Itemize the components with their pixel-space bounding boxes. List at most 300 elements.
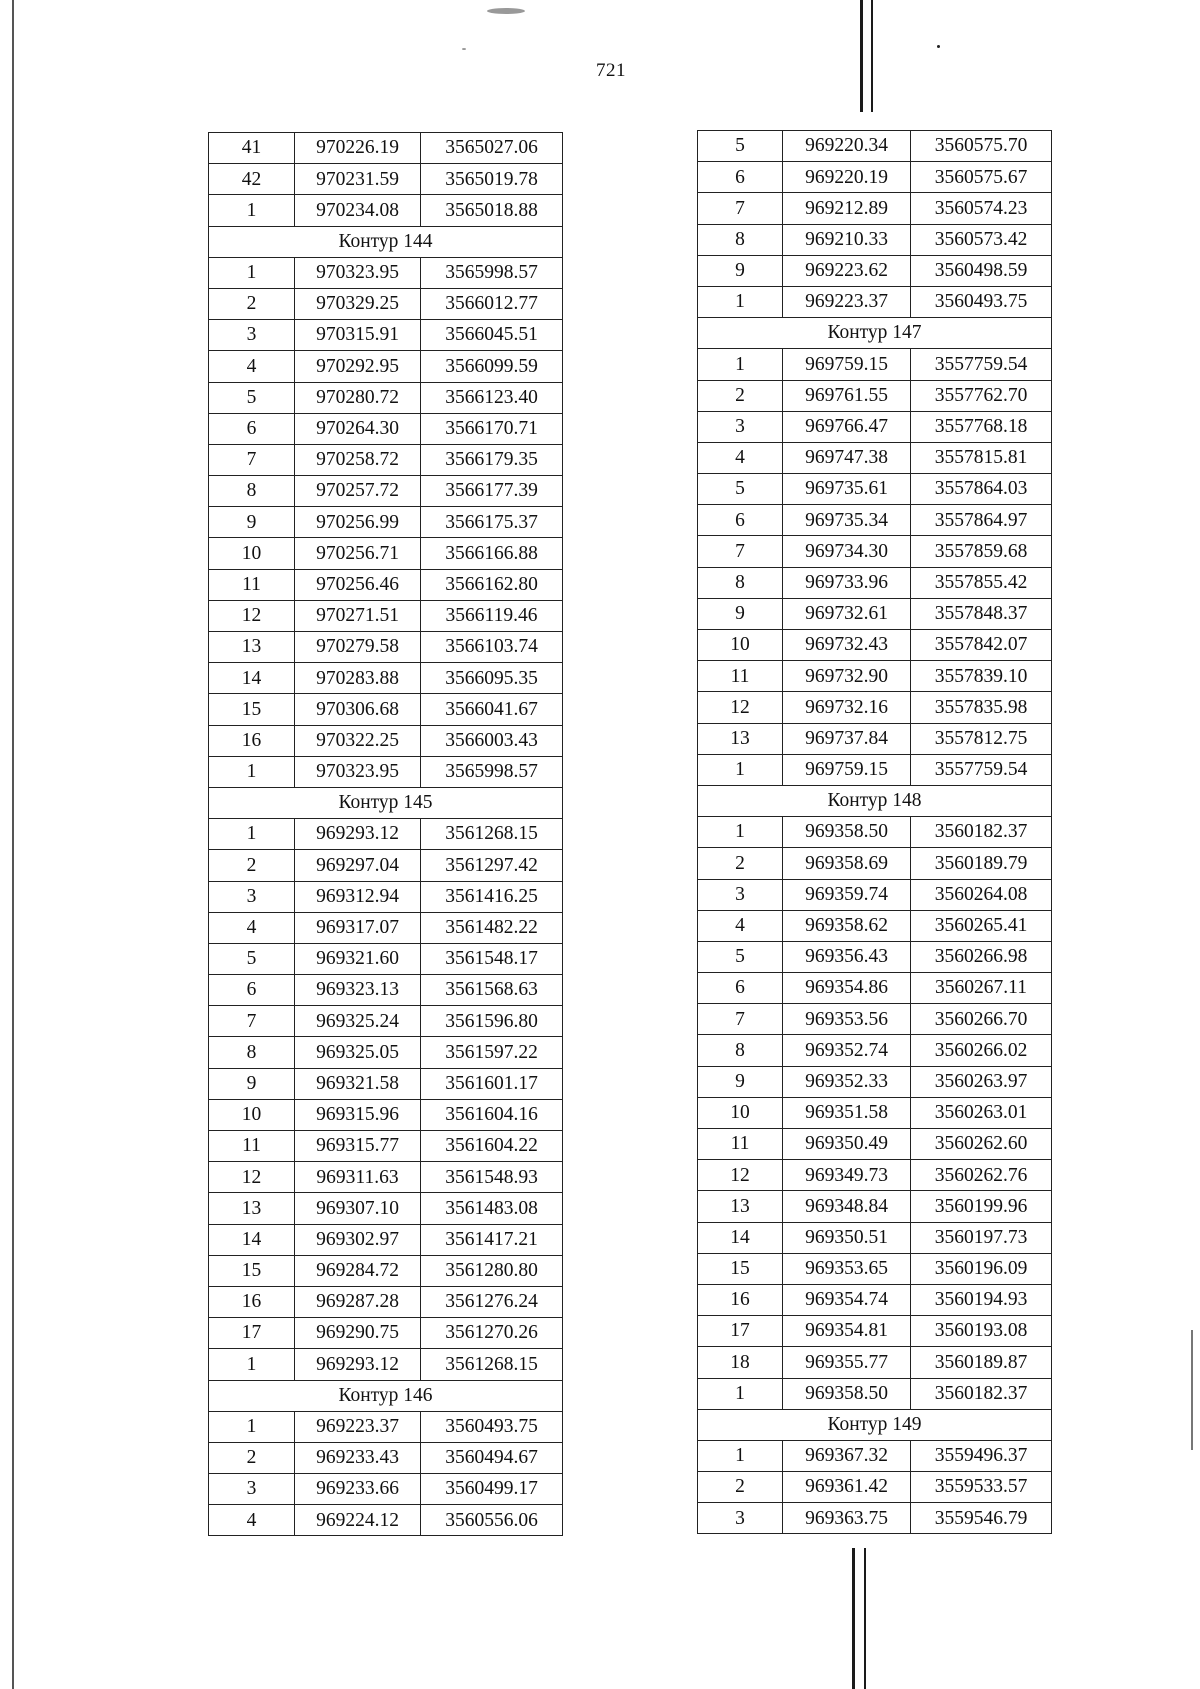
point-number: 11: [209, 1131, 295, 1162]
x-coordinate: 969317.07: [295, 912, 421, 943]
y-coordinate: 3560494.67: [421, 1442, 563, 1473]
table-row: [209, 663, 563, 694]
y-coordinate: 3557835.98: [911, 692, 1052, 723]
point-number: 3: [698, 879, 783, 910]
table-row: [209, 569, 563, 600]
y-coordinate: 3561596.80: [421, 1006, 563, 1037]
x-coordinate: 969737.84: [783, 723, 911, 754]
table-row: [698, 1160, 1052, 1191]
table-row: [698, 973, 1052, 1004]
x-coordinate: 969350.49: [783, 1129, 911, 1160]
point-number: 12: [209, 1162, 295, 1193]
point-number: 3: [698, 1503, 783, 1534]
point-number: 3: [209, 320, 295, 351]
table-row: [698, 754, 1052, 785]
point-number: 9: [209, 507, 295, 538]
point-number: 42: [209, 164, 295, 195]
point-number: 4: [209, 351, 295, 382]
x-coordinate: 969367.32: [783, 1440, 911, 1471]
x-coordinate: 969223.37: [783, 286, 911, 317]
x-coordinate: 969223.37: [295, 1411, 421, 1442]
table-row: [698, 1472, 1052, 1503]
table-row: [209, 382, 563, 413]
table-row: [698, 349, 1052, 380]
x-coordinate: 969321.58: [295, 1068, 421, 1099]
x-coordinate: 969315.96: [295, 1099, 421, 1130]
point-number: 1: [209, 756, 295, 787]
point-number: 13: [209, 632, 295, 663]
point-number: 18: [698, 1347, 783, 1378]
x-coordinate: 970323.95: [295, 257, 421, 288]
table-row: [698, 193, 1052, 224]
x-coordinate: 969220.34: [783, 131, 911, 162]
x-coordinate: 969354.86: [783, 973, 911, 1004]
point-number: 1: [209, 1411, 295, 1442]
y-coordinate: 3566003.43: [421, 725, 563, 756]
y-coordinate: 3560197.73: [911, 1222, 1052, 1253]
coordinates-table-left: [208, 132, 563, 1536]
y-coordinate: 3560265.41: [911, 910, 1052, 941]
y-coordinate: 3557848.37: [911, 598, 1052, 629]
y-coordinate: 3561268.15: [421, 819, 563, 850]
x-coordinate: 970256.99: [295, 507, 421, 538]
y-coordinate: 3560264.08: [911, 879, 1052, 910]
point-number: 10: [698, 1097, 783, 1128]
y-coordinate: 3566012.77: [421, 288, 563, 319]
x-coordinate: 969287.28: [295, 1286, 421, 1317]
x-coordinate: 969761.55: [783, 380, 911, 411]
scan-edge-line: [12, 0, 14, 1689]
x-coordinate: 970256.46: [295, 569, 421, 600]
table-row: [209, 413, 563, 444]
x-coordinate: 969293.12: [295, 819, 421, 850]
point-number: 5: [698, 941, 783, 972]
point-number: 4: [698, 442, 783, 473]
x-coordinate: 969290.75: [295, 1318, 421, 1349]
y-coordinate: 3561297.42: [421, 850, 563, 881]
y-coordinate: 3557768.18: [911, 411, 1052, 442]
y-coordinate: 3561548.93: [421, 1162, 563, 1193]
point-number: 12: [698, 1160, 783, 1191]
x-coordinate: 969233.66: [295, 1474, 421, 1505]
y-coordinate: 3557864.97: [911, 505, 1052, 536]
table-row: [698, 162, 1052, 193]
x-coordinate: 969732.90: [783, 661, 911, 692]
x-coordinate: 969353.56: [783, 1004, 911, 1035]
contour-header-row: [698, 318, 1052, 349]
x-coordinate: 969315.77: [295, 1131, 421, 1162]
y-coordinate: 3561601.17: [421, 1068, 563, 1099]
table-row: [209, 288, 563, 319]
table-row: [698, 567, 1052, 598]
point-number: 3: [209, 881, 295, 912]
point-number: 11: [698, 1129, 783, 1160]
x-coordinate: 969284.72: [295, 1255, 421, 1286]
table-row: [209, 133, 563, 164]
x-coordinate: 969358.50: [783, 817, 911, 848]
point-number: 9: [209, 1068, 295, 1099]
y-coordinate: 3557864.03: [911, 474, 1052, 505]
x-coordinate: 970256.71: [295, 538, 421, 569]
y-coordinate: 3559533.57: [911, 1472, 1052, 1503]
y-coordinate: 3560266.02: [911, 1035, 1052, 1066]
table-row: [209, 850, 563, 881]
x-coordinate: 969358.69: [783, 848, 911, 879]
x-coordinate: 970280.72: [295, 382, 421, 413]
y-coordinate: 3560263.97: [911, 1066, 1052, 1097]
y-coordinate: 3560266.98: [911, 941, 1052, 972]
y-coordinate: 3566170.71: [421, 413, 563, 444]
point-number: 10: [209, 1099, 295, 1130]
y-coordinate: 3560196.09: [911, 1253, 1052, 1284]
x-coordinate: 969358.50: [783, 1378, 911, 1409]
table-row: [209, 351, 563, 382]
y-coordinate: 3559546.79: [911, 1503, 1052, 1534]
y-coordinate: 3565019.78: [421, 164, 563, 195]
x-coordinate: 969732.43: [783, 630, 911, 661]
table-row: [698, 536, 1052, 567]
binding-line: [852, 1548, 855, 1689]
y-coordinate: 3560262.76: [911, 1160, 1052, 1191]
table-row: [209, 881, 563, 912]
table-row: [698, 131, 1052, 162]
table-row: [698, 1097, 1052, 1128]
table-row: [698, 380, 1052, 411]
table-row: [698, 1378, 1052, 1409]
point-number: 5: [209, 943, 295, 974]
scan-speck: [937, 45, 940, 48]
y-coordinate: 3565018.88: [421, 195, 563, 226]
contour-header-row: [209, 1380, 563, 1411]
point-number: 16: [698, 1284, 783, 1315]
y-coordinate: 3557815.81: [911, 442, 1052, 473]
table-row: [209, 320, 563, 351]
x-coordinate: 969210.33: [783, 224, 911, 255]
contour-header-row: [698, 785, 1052, 816]
point-number: 6: [698, 973, 783, 1004]
y-coordinate: 3560194.93: [911, 1284, 1052, 1315]
x-coordinate: 969348.84: [783, 1191, 911, 1222]
x-coordinate: 969350.51: [783, 1222, 911, 1253]
point-number: 4: [209, 912, 295, 943]
point-number: 13: [698, 1191, 783, 1222]
point-number: 8: [698, 567, 783, 598]
y-coordinate: 3560498.59: [911, 255, 1052, 286]
x-coordinate: 969734.30: [783, 536, 911, 567]
x-coordinate: 969321.60: [295, 943, 421, 974]
x-coordinate: 970283.88: [295, 663, 421, 694]
y-coordinate: 3565027.06: [421, 133, 563, 164]
x-coordinate: 970306.68: [295, 694, 421, 725]
point-number: 2: [698, 1472, 783, 1503]
point-number: 12: [698, 692, 783, 723]
x-coordinate: 970231.59: [295, 164, 421, 195]
scan-edge-line: [1191, 1330, 1193, 1450]
y-coordinate: 3566045.51: [421, 320, 563, 351]
y-coordinate: 3560182.37: [911, 817, 1052, 848]
x-coordinate: 969732.16: [783, 692, 911, 723]
table-row: [209, 1162, 563, 1193]
y-coordinate: 3557839.10: [911, 661, 1052, 692]
table-row: [209, 975, 563, 1006]
y-coordinate: 3561270.26: [421, 1318, 563, 1349]
table-row: [209, 1349, 563, 1380]
point-number: 5: [698, 131, 783, 162]
x-coordinate: 969311.63: [295, 1162, 421, 1193]
contour-header: Контур 144: [209, 226, 563, 257]
x-coordinate: 970271.51: [295, 600, 421, 631]
y-coordinate: 3561268.15: [421, 1349, 563, 1380]
x-coordinate: 969323.13: [295, 975, 421, 1006]
y-coordinate: 3557855.42: [911, 567, 1052, 598]
point-number: 14: [209, 1224, 295, 1255]
y-coordinate: 3561276.24: [421, 1286, 563, 1317]
x-coordinate: 969293.12: [295, 1349, 421, 1380]
y-coordinate: 3566099.59: [421, 351, 563, 382]
x-coordinate: 969358.62: [783, 910, 911, 941]
point-number: 10: [209, 538, 295, 569]
x-coordinate: 969302.97: [295, 1224, 421, 1255]
point-number: 7: [698, 193, 783, 224]
y-coordinate: 3557759.54: [911, 754, 1052, 785]
table-row: [209, 538, 563, 569]
point-number: 4: [209, 1505, 295, 1536]
y-coordinate: 3557762.70: [911, 380, 1052, 411]
contour-header: Контур 149: [698, 1409, 1052, 1440]
point-number: 7: [698, 536, 783, 567]
x-coordinate: 970329.25: [295, 288, 421, 319]
table-row: [209, 1006, 563, 1037]
x-coordinate: 969352.74: [783, 1035, 911, 1066]
point-number: 7: [209, 1006, 295, 1037]
y-coordinate: 3561597.22: [421, 1037, 563, 1068]
y-coordinate: 3565998.57: [421, 756, 563, 787]
y-coordinate: 3560189.79: [911, 848, 1052, 879]
x-coordinate: 969220.19: [783, 162, 911, 193]
x-coordinate: 969361.42: [783, 1472, 911, 1503]
point-number: 1: [209, 819, 295, 850]
y-coordinate: 3561416.25: [421, 881, 563, 912]
y-coordinate: 3560263.01: [911, 1097, 1052, 1128]
table-row: [698, 941, 1052, 972]
point-number: 7: [209, 444, 295, 475]
point-number: 1: [209, 257, 295, 288]
y-coordinate: 3560182.37: [911, 1378, 1052, 1409]
x-coordinate: 970322.25: [295, 725, 421, 756]
coordinates-table-right: [697, 130, 1052, 1534]
table-row: [209, 1318, 563, 1349]
y-coordinate: 3560499.17: [421, 1474, 563, 1505]
x-coordinate: 969351.58: [783, 1097, 911, 1128]
table-row: [698, 630, 1052, 661]
y-coordinate: 3566103.74: [421, 632, 563, 663]
point-number: 15: [209, 1255, 295, 1286]
y-coordinate: 3561482.22: [421, 912, 563, 943]
y-coordinate: 3560493.75: [911, 286, 1052, 317]
point-number: 5: [698, 474, 783, 505]
x-coordinate: 969359.74: [783, 879, 911, 910]
x-coordinate: 970234.08: [295, 195, 421, 226]
point-number: 3: [209, 1474, 295, 1505]
page-number: 721: [596, 60, 626, 81]
x-coordinate: 969353.65: [783, 1253, 911, 1284]
x-coordinate: 970257.72: [295, 476, 421, 507]
y-coordinate: 3561417.21: [421, 1224, 563, 1255]
y-coordinate: 3566175.37: [421, 507, 563, 538]
table-row: [698, 505, 1052, 536]
point-number: 1: [698, 754, 783, 785]
y-coordinate: 3561604.22: [421, 1131, 563, 1162]
x-coordinate: 970292.95: [295, 351, 421, 382]
y-coordinate: 3565998.57: [421, 257, 563, 288]
x-coordinate: 969759.15: [783, 349, 911, 380]
x-coordinate: 969349.73: [783, 1160, 911, 1191]
contour-header: Контур 145: [209, 787, 563, 818]
point-number: 12: [209, 600, 295, 631]
x-coordinate: 970323.95: [295, 756, 421, 787]
table-row: [209, 632, 563, 663]
table-row: [698, 411, 1052, 442]
table-row: [698, 598, 1052, 629]
table-row: [209, 694, 563, 725]
table-row: [698, 1253, 1052, 1284]
binding-line: [860, 0, 863, 112]
y-coordinate: 3560189.87: [911, 1347, 1052, 1378]
table-row: [209, 1224, 563, 1255]
table-row: [698, 1503, 1052, 1534]
point-number: 6: [698, 162, 783, 193]
x-coordinate: 969355.77: [783, 1347, 911, 1378]
y-coordinate: 3560556.06: [421, 1505, 563, 1536]
table-row: [209, 756, 563, 787]
table-row: [209, 1193, 563, 1224]
table-row: [698, 1284, 1052, 1315]
point-number: 9: [698, 255, 783, 286]
point-number: 11: [698, 661, 783, 692]
contour-header: Контур 148: [698, 785, 1052, 816]
table-row: [209, 912, 563, 943]
contour-header-row: [209, 226, 563, 257]
x-coordinate: 969356.43: [783, 941, 911, 972]
scan-speck: [462, 48, 466, 50]
point-number: 8: [209, 476, 295, 507]
table-row: [698, 255, 1052, 286]
point-number: 15: [698, 1253, 783, 1284]
table-row: [698, 1035, 1052, 1066]
x-coordinate: 969766.47: [783, 411, 911, 442]
y-coordinate: 3560575.67: [911, 162, 1052, 193]
y-coordinate: 3560575.70: [911, 131, 1052, 162]
x-coordinate: 969733.96: [783, 567, 911, 598]
point-number: 1: [209, 1349, 295, 1380]
point-number: 2: [698, 380, 783, 411]
x-coordinate: 969735.61: [783, 474, 911, 505]
table-row: [698, 848, 1052, 879]
point-number: 2: [209, 850, 295, 881]
x-coordinate: 970264.30: [295, 413, 421, 444]
point-number: 7: [698, 1004, 783, 1035]
x-coordinate: 969759.15: [783, 754, 911, 785]
point-number: 2: [209, 1442, 295, 1473]
table-row: [209, 195, 563, 226]
y-coordinate: 3561604.16: [421, 1099, 563, 1130]
x-coordinate: 969233.43: [295, 1442, 421, 1473]
x-coordinate: 969297.04: [295, 850, 421, 881]
table-row: [698, 442, 1052, 473]
x-coordinate: 969212.89: [783, 193, 911, 224]
table-row: [698, 1129, 1052, 1160]
point-number: 2: [209, 288, 295, 319]
table-row: [698, 723, 1052, 754]
point-number: 1: [209, 195, 295, 226]
table-row: [698, 910, 1052, 941]
point-number: 16: [209, 1286, 295, 1317]
y-coordinate: 3566166.88: [421, 538, 563, 569]
x-coordinate: 970226.19: [295, 133, 421, 164]
table-row: [698, 1066, 1052, 1097]
table-row: [209, 819, 563, 850]
scan-speck: [487, 8, 525, 14]
table-row: [209, 1474, 563, 1505]
y-coordinate: 3559496.37: [911, 1440, 1052, 1471]
table-row: [698, 474, 1052, 505]
table-row: [209, 1131, 563, 1162]
point-number: 14: [698, 1222, 783, 1253]
point-number: 1: [698, 1378, 783, 1409]
y-coordinate: 3561548.17: [421, 943, 563, 974]
table-row: [698, 1191, 1052, 1222]
table-row: [209, 1037, 563, 1068]
x-coordinate: 969363.75: [783, 1503, 911, 1534]
table-row: [698, 286, 1052, 317]
x-coordinate: 969223.62: [783, 255, 911, 286]
table-row: [698, 661, 1052, 692]
y-coordinate: 3566119.46: [421, 600, 563, 631]
table-row: [209, 1505, 563, 1536]
table-row: [698, 1440, 1052, 1471]
table-row: [698, 1004, 1052, 1035]
contour-header-row: [209, 787, 563, 818]
point-number: 3: [698, 411, 783, 442]
y-coordinate: 3566179.35: [421, 444, 563, 475]
point-number: 11: [209, 569, 295, 600]
point-number: 8: [698, 1035, 783, 1066]
y-coordinate: 3560574.23: [911, 193, 1052, 224]
point-number: 1: [698, 286, 783, 317]
x-coordinate: 969312.94: [295, 881, 421, 912]
table-row: [209, 476, 563, 507]
point-number: 2: [698, 848, 783, 879]
x-coordinate: 969747.38: [783, 442, 911, 473]
point-number: 4: [698, 910, 783, 941]
table-row: [209, 164, 563, 195]
table-row: [698, 1222, 1052, 1253]
x-coordinate: 969735.34: [783, 505, 911, 536]
table-row: [209, 1442, 563, 1473]
table-row: [209, 257, 563, 288]
y-coordinate: 3560199.96: [911, 1191, 1052, 1222]
y-coordinate: 3560573.42: [911, 224, 1052, 255]
table-row: [209, 943, 563, 974]
point-number: 1: [698, 1440, 783, 1471]
y-coordinate: 3566041.67: [421, 694, 563, 725]
x-coordinate: 970279.58: [295, 632, 421, 663]
table-row: [209, 1255, 563, 1286]
table-row: [209, 725, 563, 756]
y-coordinate: 3560193.08: [911, 1316, 1052, 1347]
y-coordinate: 3561568.63: [421, 975, 563, 1006]
y-coordinate: 3566123.40: [421, 382, 563, 413]
